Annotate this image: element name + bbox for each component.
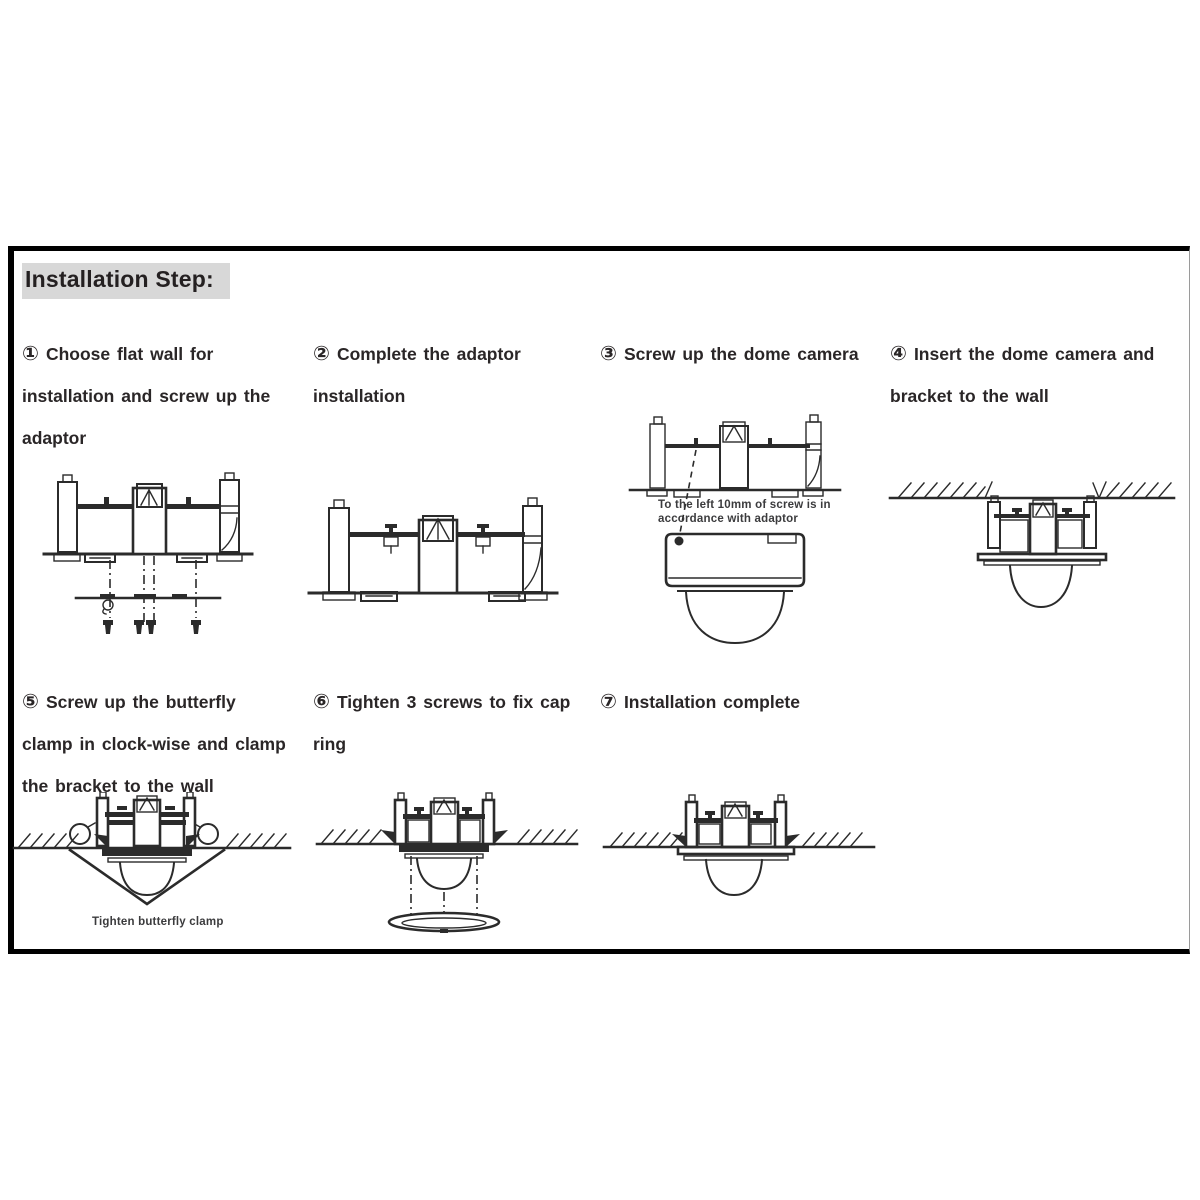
note-line: To the left 10mm of screw is in xyxy=(658,499,831,511)
figure-butterfly-clamp xyxy=(12,792,292,910)
step-line xyxy=(22,332,270,375)
screw-icon xyxy=(146,620,156,634)
step-4-text: bracket to the wall xyxy=(890,386,1049,406)
cap-ring xyxy=(978,554,1106,560)
screw-icon xyxy=(1062,508,1072,515)
step-1-text: adaptor xyxy=(22,428,87,448)
step-line xyxy=(600,680,800,723)
dome-camera-alignment-drawing xyxy=(622,412,878,650)
step-2-number: ② xyxy=(313,341,330,365)
step-7-label xyxy=(600,680,800,723)
page-title: Installation Step: xyxy=(22,263,230,299)
step-line xyxy=(313,332,521,375)
step-line xyxy=(890,332,1154,375)
step-3-text: Screw up the dome camera xyxy=(623,344,859,364)
step-5-text: clamp in clock-wise and clamp xyxy=(22,734,286,754)
step-6-number: ⑥ xyxy=(313,689,330,713)
step-line xyxy=(22,680,286,723)
camera-bracket xyxy=(381,793,508,844)
step-3-label xyxy=(600,332,859,375)
dome-lens xyxy=(686,592,784,643)
step-4-label xyxy=(890,332,1154,417)
camera-screw-point xyxy=(675,537,684,546)
butterfly-clamp-rotation-icon xyxy=(70,824,90,844)
ceiling-hatch xyxy=(890,482,1174,498)
step-7-number: ⑦ xyxy=(600,689,617,713)
screw-icon xyxy=(134,620,144,634)
screw-icon xyxy=(191,620,201,634)
clamp-note: Tighten butterfly clamp xyxy=(92,916,224,928)
note-line: accordance with adaptor xyxy=(658,513,799,525)
step-6-text: Tighten 3 screws to fix cap xyxy=(336,692,571,712)
step-5-text: the bracket to the wall xyxy=(22,776,214,796)
step-1-label xyxy=(22,332,270,459)
cap-ring xyxy=(678,847,794,854)
step-2-text: Complete the adaptor xyxy=(336,344,521,364)
screw-icon xyxy=(476,524,490,553)
butterfly-clamp-drawing xyxy=(12,792,292,910)
step-2-text: installation xyxy=(313,386,406,406)
step-3-number: ③ xyxy=(600,341,617,365)
cap-bar xyxy=(399,844,489,852)
step-1-text: Choose flat wall for xyxy=(45,344,214,364)
screw-alignment-note xyxy=(658,498,873,526)
screw-icon xyxy=(414,807,424,814)
camera-bracket xyxy=(672,795,800,847)
butterfly-clamp-rotation-icon xyxy=(198,824,218,844)
step-5-number: ⑤ xyxy=(22,689,39,713)
cap-ring xyxy=(102,848,192,856)
camera-bracket xyxy=(94,792,200,848)
dome-camera-body xyxy=(666,534,804,643)
adaptor-bracket xyxy=(44,473,252,562)
adaptor-exploded-drawing xyxy=(38,468,258,638)
figure-adaptor-exploded xyxy=(38,468,258,638)
insert-camera-drawing xyxy=(882,458,1182,616)
cap-ring-drawing xyxy=(315,792,580,940)
step-6-text: ring xyxy=(313,734,347,754)
figure-screw-dome-camera xyxy=(622,412,878,650)
installation-complete-drawing xyxy=(602,792,877,907)
screw-icon xyxy=(384,524,398,553)
adaptor-assembled-drawing xyxy=(303,486,563,608)
figure-installation-complete xyxy=(602,792,877,907)
step-5-label xyxy=(22,680,286,807)
screw-icon xyxy=(1012,508,1022,515)
camera-bracket xyxy=(988,496,1096,554)
dome-lens xyxy=(417,859,471,889)
screw-icon xyxy=(753,811,763,818)
adaptor-bracket xyxy=(630,415,840,497)
figure-insert-into-wall xyxy=(882,458,1182,616)
step-5-text: Screw up the butterfly xyxy=(45,692,236,712)
step-line xyxy=(313,680,570,723)
figure-adaptor-assembled xyxy=(303,486,563,608)
step-1-text: installation and screw up the xyxy=(22,386,271,406)
dome-lens xyxy=(706,860,762,895)
projection-lines xyxy=(411,856,477,914)
figure-cap-ring xyxy=(315,792,580,940)
step-line xyxy=(600,332,859,375)
step-6-label xyxy=(313,680,570,765)
mounting-template-and-screws xyxy=(76,556,220,634)
screw-icon xyxy=(103,620,113,634)
dome-lens xyxy=(1010,566,1072,607)
screw-icon xyxy=(705,811,715,818)
step-1-number: ① xyxy=(22,341,39,365)
screw-icon xyxy=(462,807,472,814)
step-4-number: ④ xyxy=(890,341,907,365)
step-2-label xyxy=(313,332,521,417)
step-7-text: Installation complete xyxy=(623,692,800,712)
step-4-text: Insert the dome camera and xyxy=(913,344,1155,364)
